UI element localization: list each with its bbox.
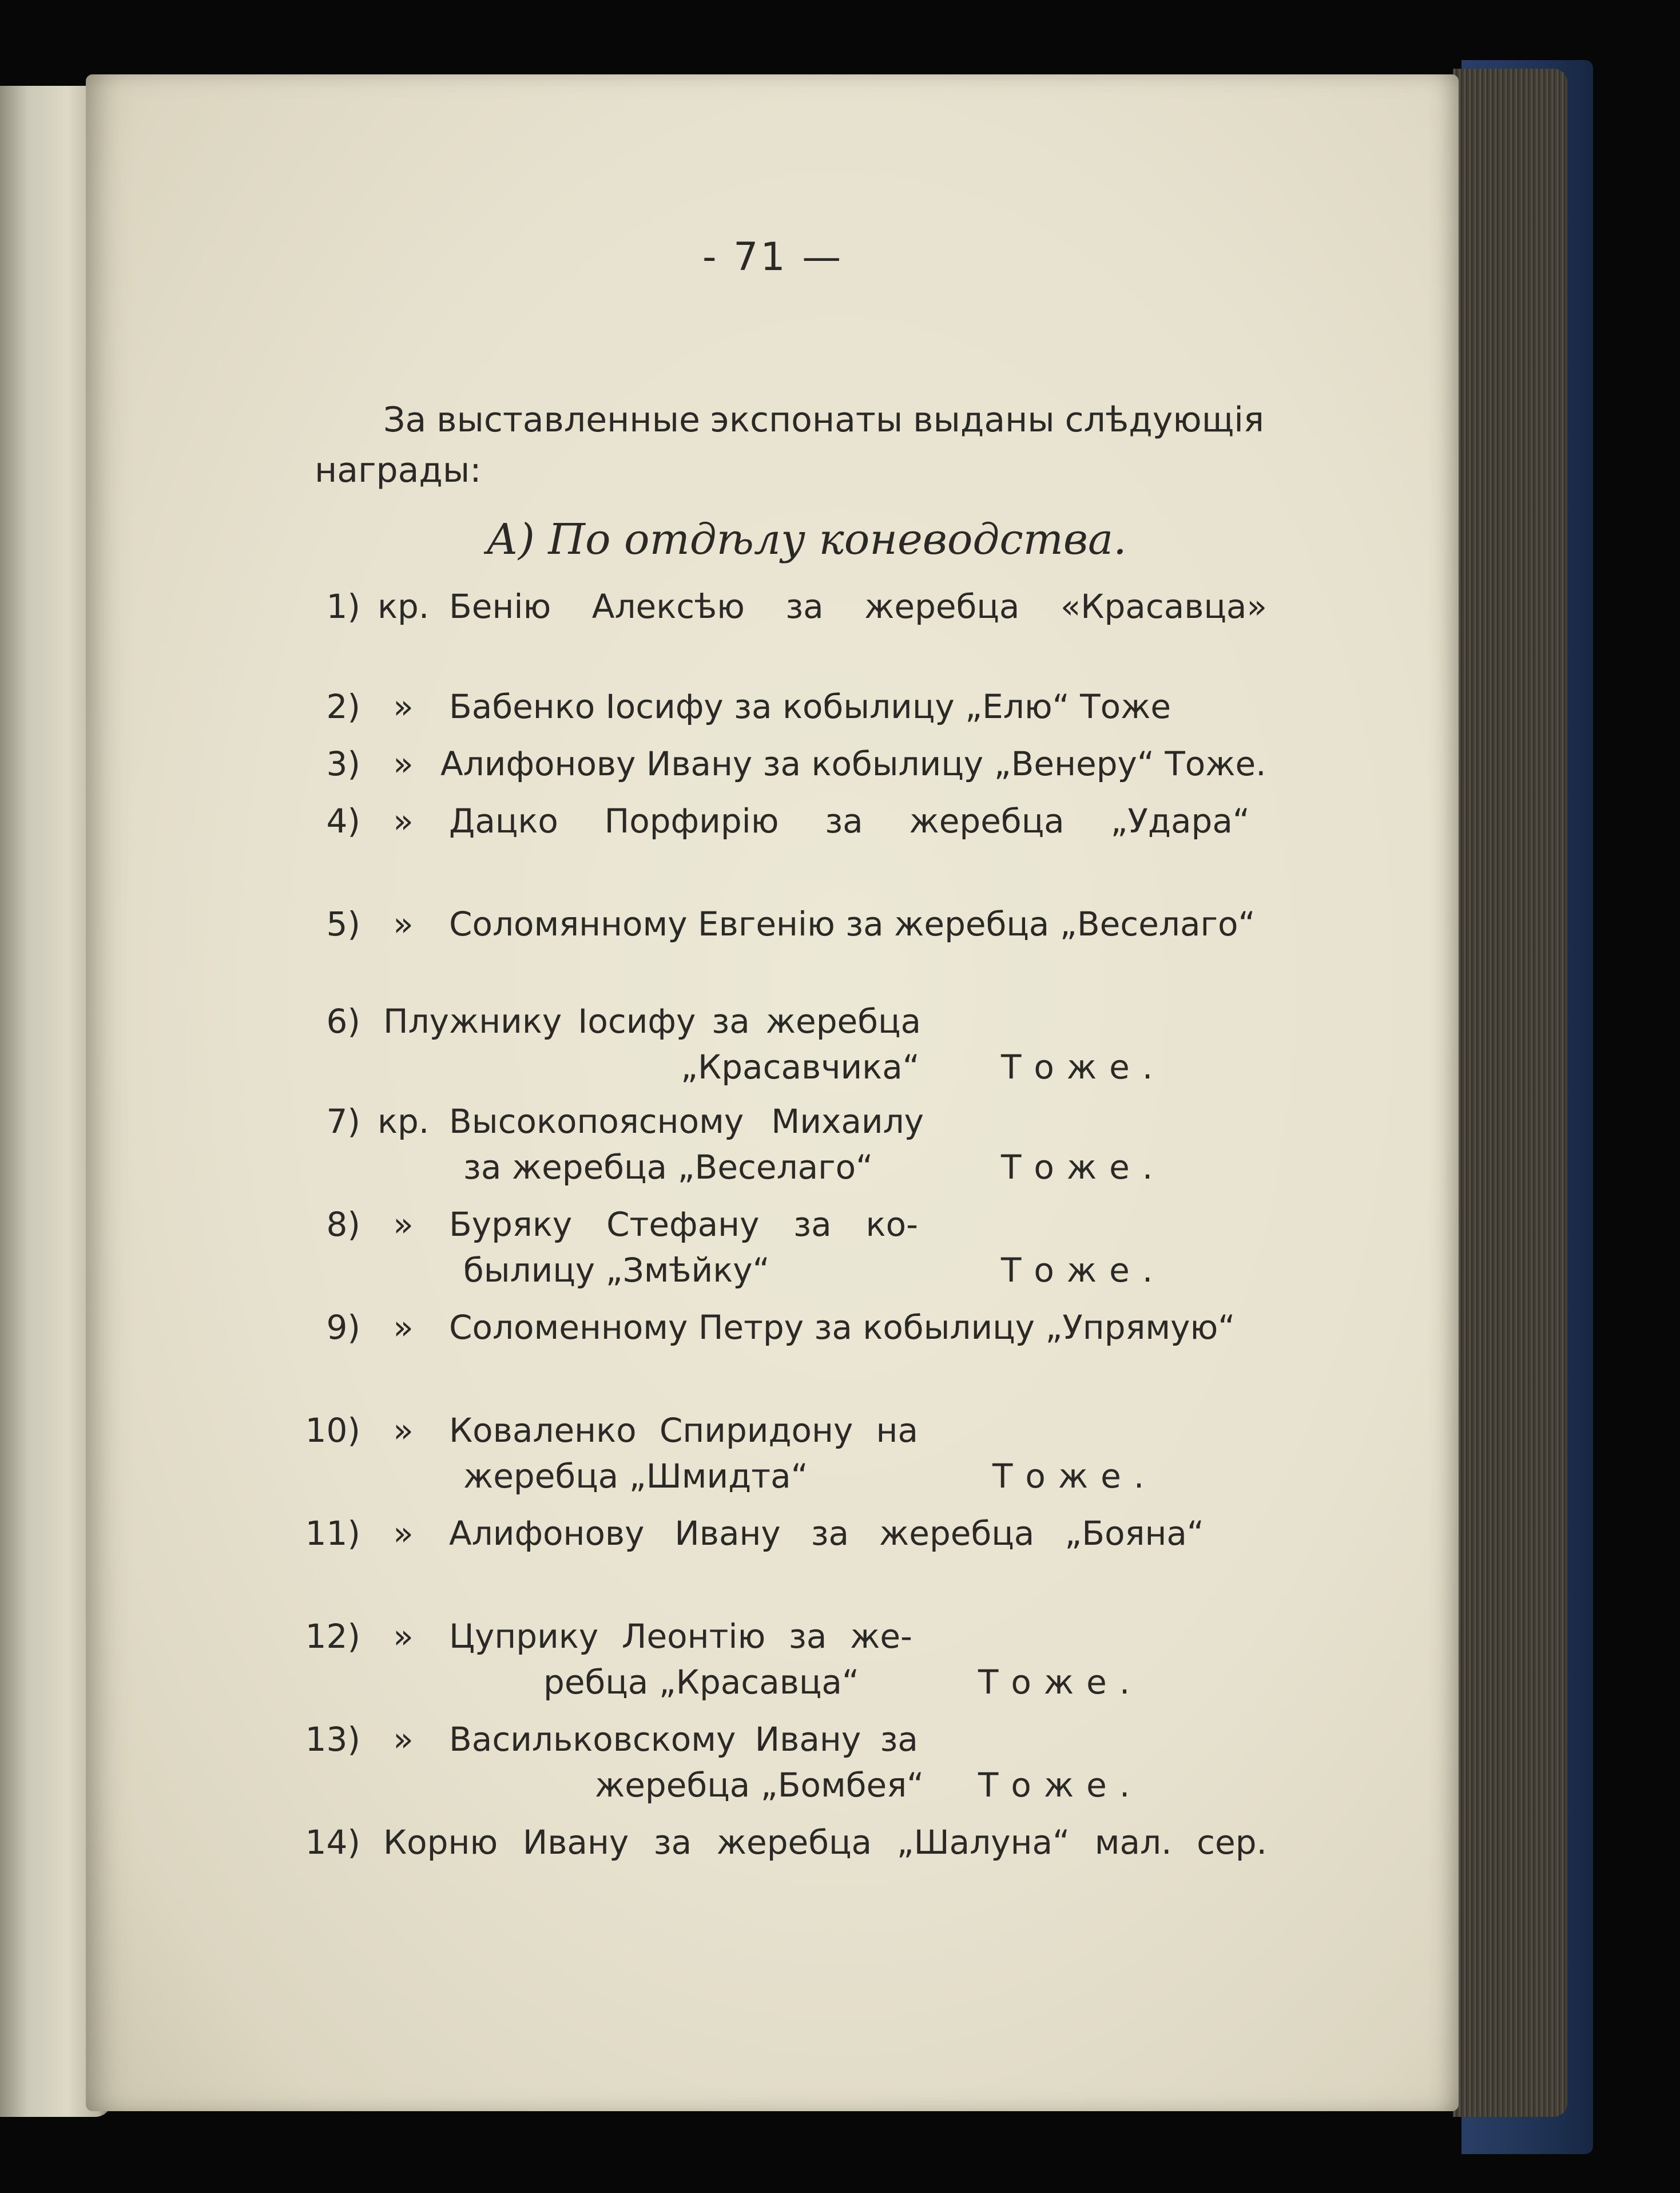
entry-word: за: [712, 1002, 750, 1041]
entry-word: жеребца: [879, 1514, 1035, 1553]
entry-award: Тоже.: [1001, 1048, 1166, 1086]
entry-text: Алифонову Ивану за кобылицу „Венеру“ Тоже.: [440, 744, 1266, 783]
entry-word: „Бояна“: [1065, 1514, 1204, 1553]
entry-word: Спиридону: [659, 1411, 853, 1450]
entry-word: за: [789, 1617, 827, 1656]
page-block-edge: [1453, 69, 1567, 2117]
entry-word: „Шалуна“: [896, 1823, 1070, 1862]
entry-number: 5): [326, 905, 360, 943]
entry-text: [449, 584, 1267, 629]
entry-number: 6): [326, 1002, 360, 1041]
entry-number: 9): [326, 1308, 360, 1347]
entry-number: 12): [305, 1617, 360, 1656]
entry-number: 7): [326, 1102, 360, 1141]
entry-word: ко-: [865, 1205, 918, 1244]
award-list: [86, 74, 1459, 2111]
entry-word: Порфирію: [604, 802, 779, 840]
entry-mark: »: [393, 1308, 414, 1347]
entry-word: за: [825, 802, 863, 840]
entry-word: за: [793, 1205, 832, 1244]
entry-word: Алифонову: [449, 1514, 645, 1553]
intro-word: слѣдующія: [1065, 400, 1264, 440]
entry-word: Буряку: [449, 1205, 573, 1244]
entry-word: Ивану: [674, 1514, 781, 1553]
entry-word: жеребца: [765, 1002, 921, 1041]
entry-word: Васильковскому: [449, 1720, 736, 1759]
entry-text: [449, 1407, 918, 1453]
entry-mark: »: [393, 1720, 414, 1759]
entry-word: за: [785, 587, 824, 626]
entry-word: Іосифу: [578, 1002, 696, 1041]
entry-word: Высокопоясному: [449, 1102, 744, 1141]
entry-word: Леонтію: [621, 1617, 766, 1656]
entry-text: [383, 1819, 1267, 1865]
entry-text: ребца „Красавца“: [543, 1663, 859, 1702]
entry-word: мал.: [1094, 1823, 1172, 1862]
entry-word: Цуприку: [449, 1617, 599, 1656]
entry-mark: кр.: [378, 587, 430, 626]
book-page: [86, 74, 1459, 2111]
entry-text: [449, 798, 1250, 844]
entry-word: жеребца: [716, 1823, 872, 1862]
entry-word: «Красавца»: [1060, 587, 1267, 626]
entry-mark: кр.: [378, 1102, 430, 1141]
entry-text: [449, 1613, 912, 1659]
entry-text: [383, 998, 921, 1044]
entry-word: Дацко: [449, 802, 558, 840]
entry-word: Плужнику: [383, 1002, 562, 1041]
entry-award: Тоже.: [992, 1457, 1157, 1496]
entry-word: жеребца: [864, 587, 1020, 626]
entry-word: Михаилу: [771, 1102, 924, 1141]
entry-text: „Красавчика“: [681, 1048, 920, 1086]
intro-word: выданы: [913, 400, 1055, 440]
entry-mark: »: [393, 744, 414, 783]
entry-text: Бабенко Іосифу за кобылицу „Елю“ Тоже: [449, 687, 1171, 726]
entry-text: [449, 1716, 918, 1762]
entry-award: Тоже.: [1001, 1148, 1166, 1187]
entry-word: „Удара“: [1110, 802, 1250, 840]
entry-mark: »: [393, 1205, 414, 1244]
page-number: - 71 —: [702, 235, 844, 280]
entry-word: жеребца: [909, 802, 1065, 840]
entry-word: Стефану: [606, 1205, 760, 1244]
entry-mark: »: [393, 802, 414, 840]
entry-text: Соломянному Евгенію за жеребца „Веселаго“: [449, 905, 1256, 943]
entry-word: за: [653, 1823, 692, 1862]
entry-award: Тоже.: [1001, 1251, 1166, 1290]
entry-text: [449, 1201, 918, 1247]
entry-mark: »: [393, 905, 414, 943]
entry-number: 8): [326, 1205, 360, 1244]
entry-award: Тоже.: [978, 1766, 1143, 1805]
entry-word: Алексѣю: [591, 587, 745, 626]
entry-mark: »: [393, 1617, 414, 1656]
entry-number: 4): [326, 802, 360, 840]
entry-text: [449, 1510, 1204, 1556]
intro-word: выставленные: [436, 400, 700, 440]
entry-word: за: [880, 1720, 918, 1759]
entry-number: 13): [305, 1720, 360, 1759]
entry-text: жеребца „Шмидта“: [463, 1457, 808, 1496]
entry-award: Тоже.: [978, 1663, 1143, 1702]
entry-mark: »: [393, 1411, 414, 1450]
entry-text: за жеребца „Веселаго“: [463, 1148, 873, 1187]
entry-word: Коваленко: [449, 1411, 637, 1450]
entry-number: 10): [305, 1411, 360, 1450]
entry-word: Бенію: [449, 587, 551, 626]
entry-text: жеребца „Бомбея“: [595, 1766, 924, 1805]
entry-number: 2): [326, 687, 360, 726]
intro-line: награды:: [315, 450, 482, 490]
entry-word: сер.: [1197, 1823, 1267, 1862]
intro-word: За: [383, 400, 427, 440]
entry-number: 1): [326, 587, 360, 626]
entry-word: Ивану: [522, 1823, 629, 1862]
entry-word: на: [876, 1411, 918, 1450]
entry-number: 14): [305, 1823, 360, 1862]
entry-text: Соломенному Петру за кобылицу „Упрямую“: [449, 1308, 1236, 1347]
entry-word: же-: [850, 1617, 912, 1656]
entry-text: былицу „Змѣйку“: [463, 1251, 770, 1290]
entry-number: 3): [326, 744, 360, 783]
entry-word: Корню: [383, 1823, 498, 1862]
entry-word: Ивану: [754, 1720, 861, 1759]
entry-text: [449, 1099, 924, 1144]
entry-mark: »: [393, 1514, 414, 1553]
section-heading: А) По отдѣлу коневодства.: [486, 515, 1127, 564]
entry-mark: »: [393, 687, 414, 726]
entry-number: 11): [305, 1514, 360, 1553]
intro-word: экспонаты: [710, 400, 903, 440]
entry-word: за: [811, 1514, 849, 1553]
